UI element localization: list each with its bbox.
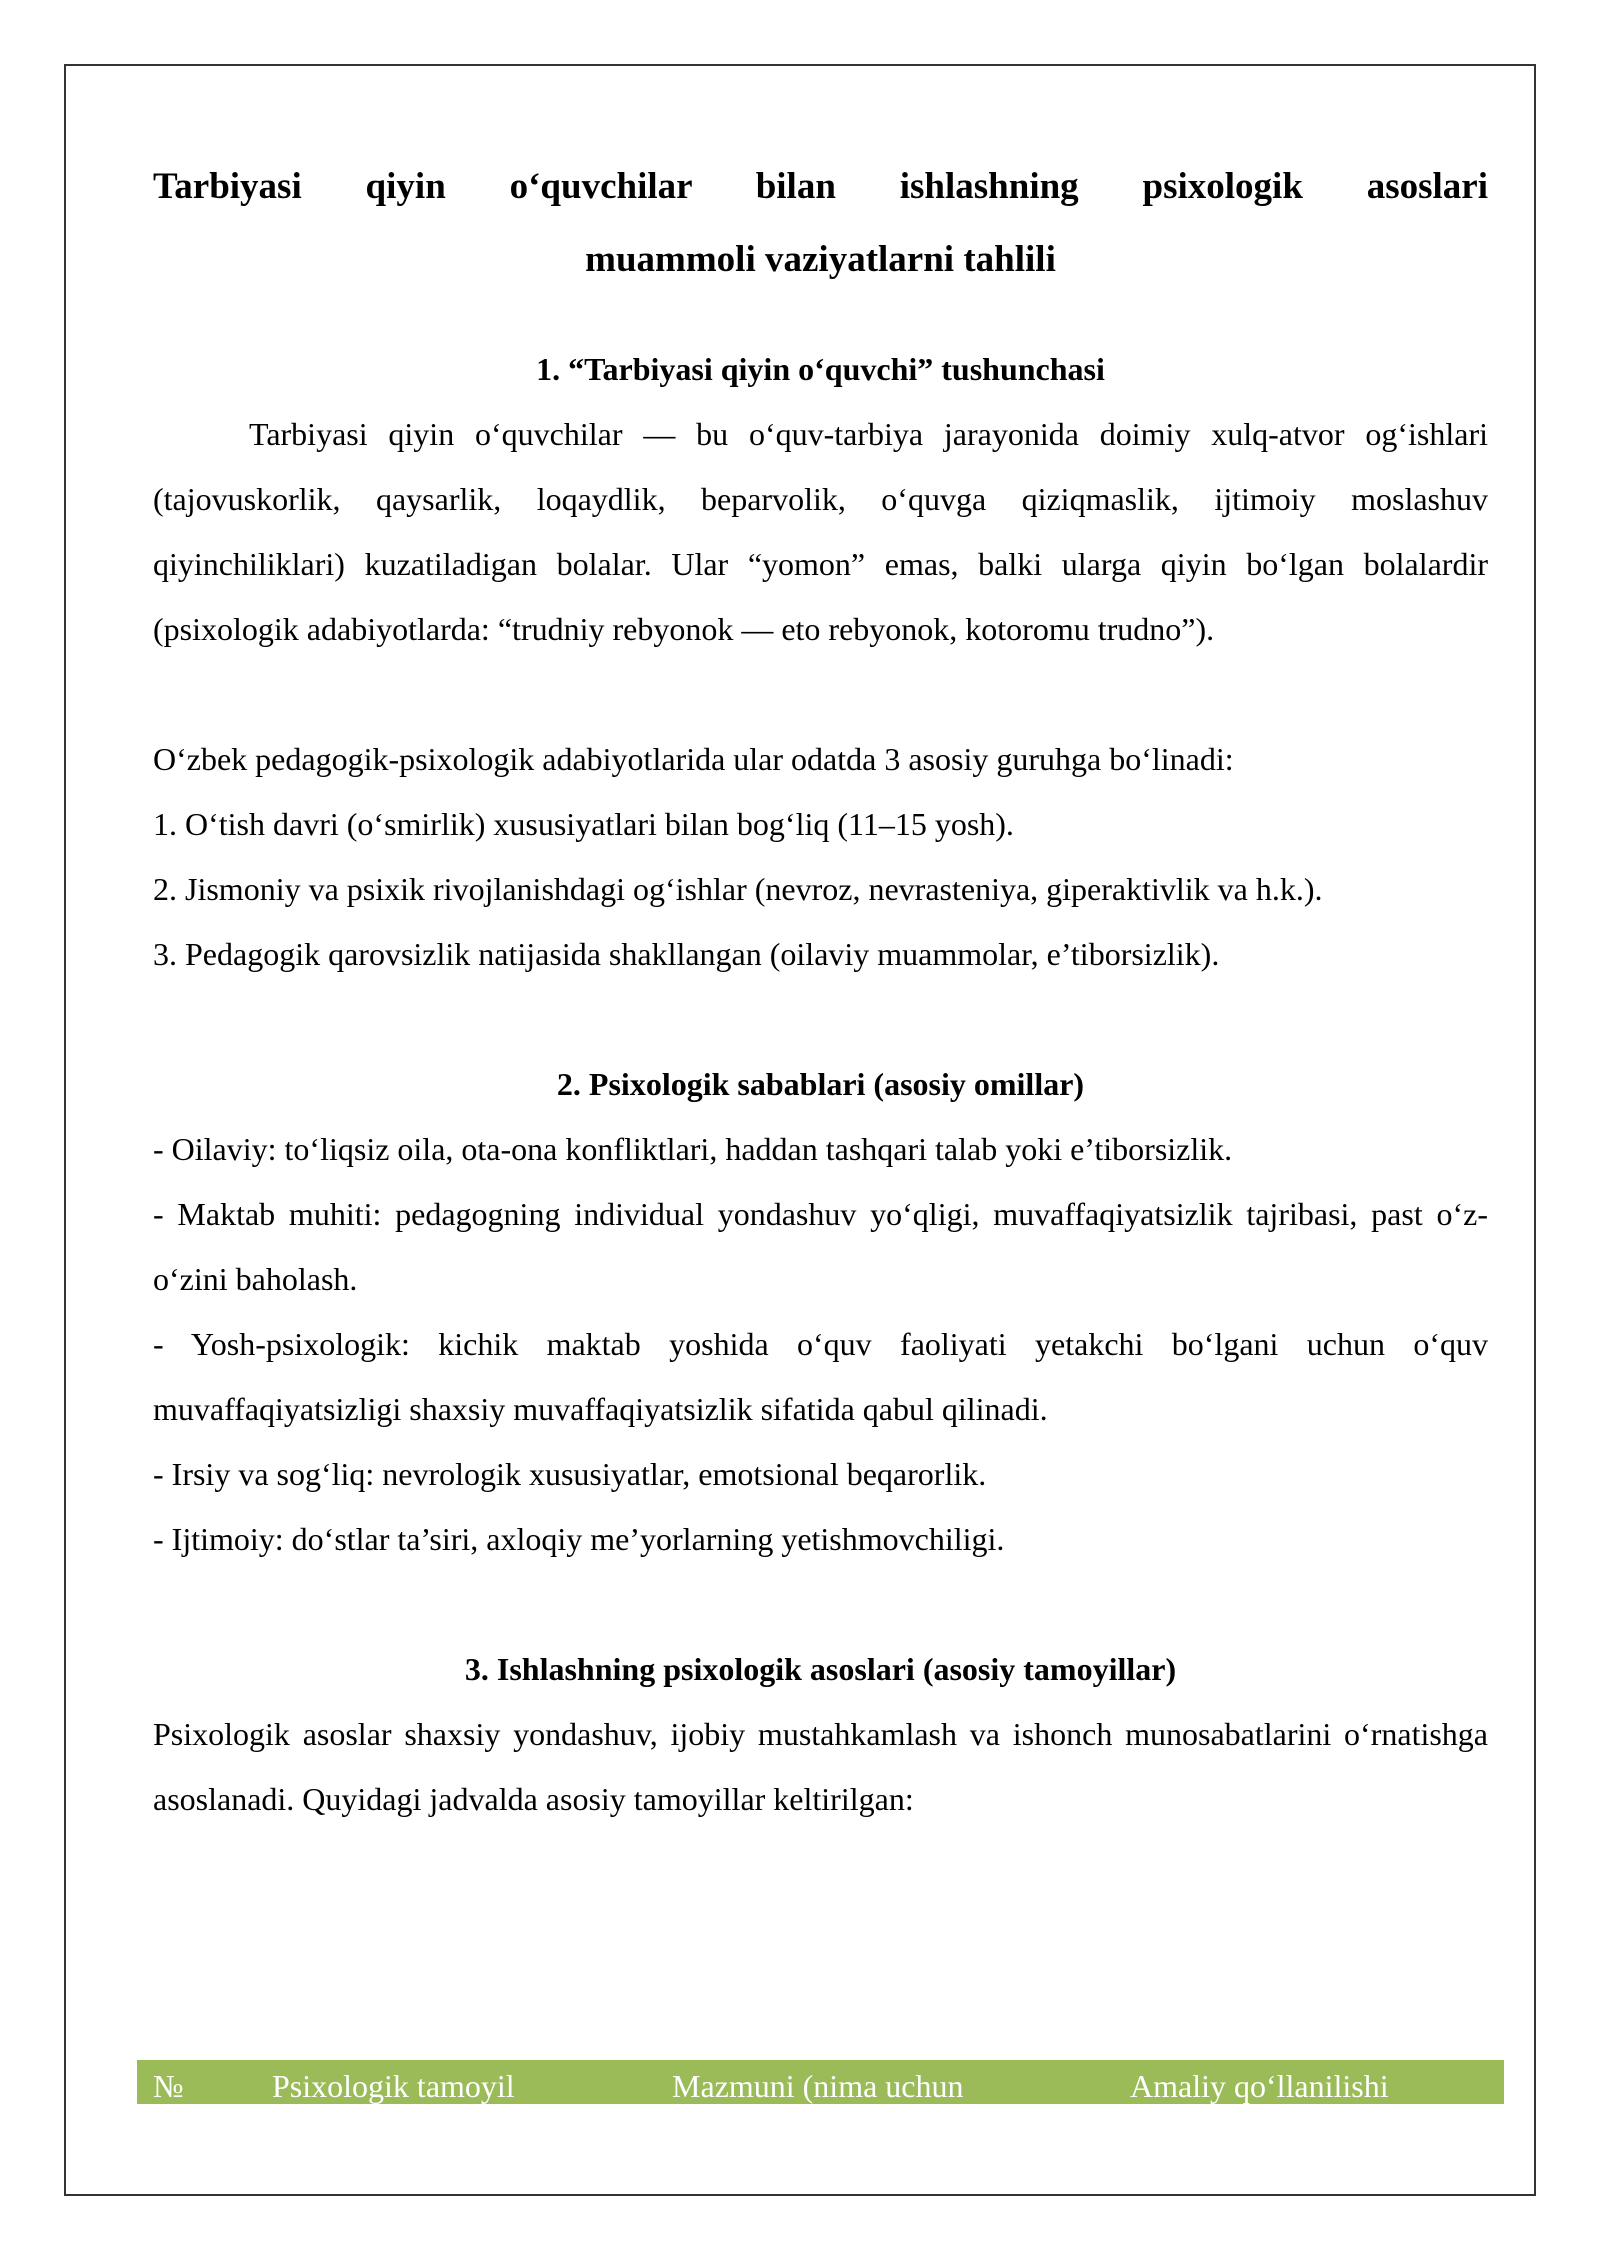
group-item: 2. Jismoniy va psixik rivojlanishdagi og‘ishlar (nevroz, nevrasteniya, giperaktivlik va h.k.). [153, 871, 1323, 907]
spacer [153, 296, 1488, 337]
principles-table-header [137, 2060, 1504, 2104]
column-header-content: Mazmuni (nima uchun [672, 2068, 964, 2104]
cause-item: - Oilaviy: to‘liqsiz oila, ota-ona konfliktlari, haddan tashqari talab yoki e’tiborsizlik. [153, 1131, 1233, 1167]
section-1-heading: 1. “Tarbiyasi qiyin o‘quvchi” tushunchasi [536, 351, 1105, 387]
cause-item: - Irsiy va sog‘liq: nevrologik xususiyatlar, emotsional beqarorlik. [153, 1456, 987, 1492]
cause-item: - Maktab muhiti: pedagogning individual yondashuv yo‘qligi, muvaffaqiyatsizlik tajribasi, past o‘z-o‘zini baholash. [153, 1196, 1488, 1297]
cause-item: - Ijtimoiy: do‘stlar ta’siri, axloqiy me’yorlarning yetishmovchiligi. [153, 1521, 1005, 1557]
document-body [153, 150, 1488, 1832]
title-line-1: Tarbiyasi qiyin o‘quvchilar bilan ishlashning psixologik asoslari [153, 166, 1488, 207]
column-header-number: № [153, 2068, 184, 2104]
cause-item: - Yosh-psixologik: kichik maktab yoshida o‘quv faoliyati yetakchi bo‘lgani uchun o‘quv muvaffaqiyatsizligi shaxsiy muvaffaqiyatsizlik sifatida qabul qilinadi. [153, 1326, 1488, 1427]
spacer [153, 987, 1488, 1052]
section-3-text: Psixologik asoslar shaxsiy yondashuv, ijobiy mustahkamlash va ishonch munosabatlarini o‘rnatishga asoslanadi. Quyidagi jadvalda asosiy tamoyillar keltirilgan: [153, 1716, 1488, 1817]
section-2-heading: 2. Psixologik sabablari (asosiy omillar) [556, 1066, 1085, 1102]
column-header-principle: Psixologik tamoyil [272, 2068, 515, 2104]
spacer [153, 1572, 1488, 1637]
title-line-2: muammoli vaziyatlarni tahlili [585, 239, 1056, 280]
spacer [153, 662, 1488, 727]
section-3-heading: 3. Ishlashning psixologik asoslari (asosiy tamoyillar) [464, 1651, 1177, 1687]
group-item: 3. Pedagogik qarovsizlik natijasida shakllangan (oilaviy muammolar, e’tiborsizlik). [153, 936, 1220, 972]
groups-intro: O‘zbek pedagogik-psixologik adabiyotlarida ular odatda 3 asosiy guruhga bo‘linadi: [153, 741, 1234, 777]
group-item: 1. O‘tish davri (o‘smirlik) xususiyatlari bilan bog‘liq (11–15 yosh). [153, 806, 1014, 842]
column-header-application: Amaliy qo‘llanilishi [1130, 2068, 1389, 2104]
section-1-intro: Tarbiyasi qiyin o‘quvchilar — bu o‘quv-tarbiya jarayonida doimiy xulq-atvor og‘ishlari (tajovuskorlik, qaysarlik, loqaydlik, beparvolik, o‘quvga qiziqmaslik, ijtimoiy moslashuv qiyinchiliklari) kuzatiladigan bolalar. Ular “yomon” emas, balki ularga qiyin bo‘lgan bolalardir (psixologik adabiyotlarda: “trudniy rebyonok — eto rebyonok, kotoromu trudno”). [153, 416, 1488, 647]
document-title [153, 150, 1488, 296]
